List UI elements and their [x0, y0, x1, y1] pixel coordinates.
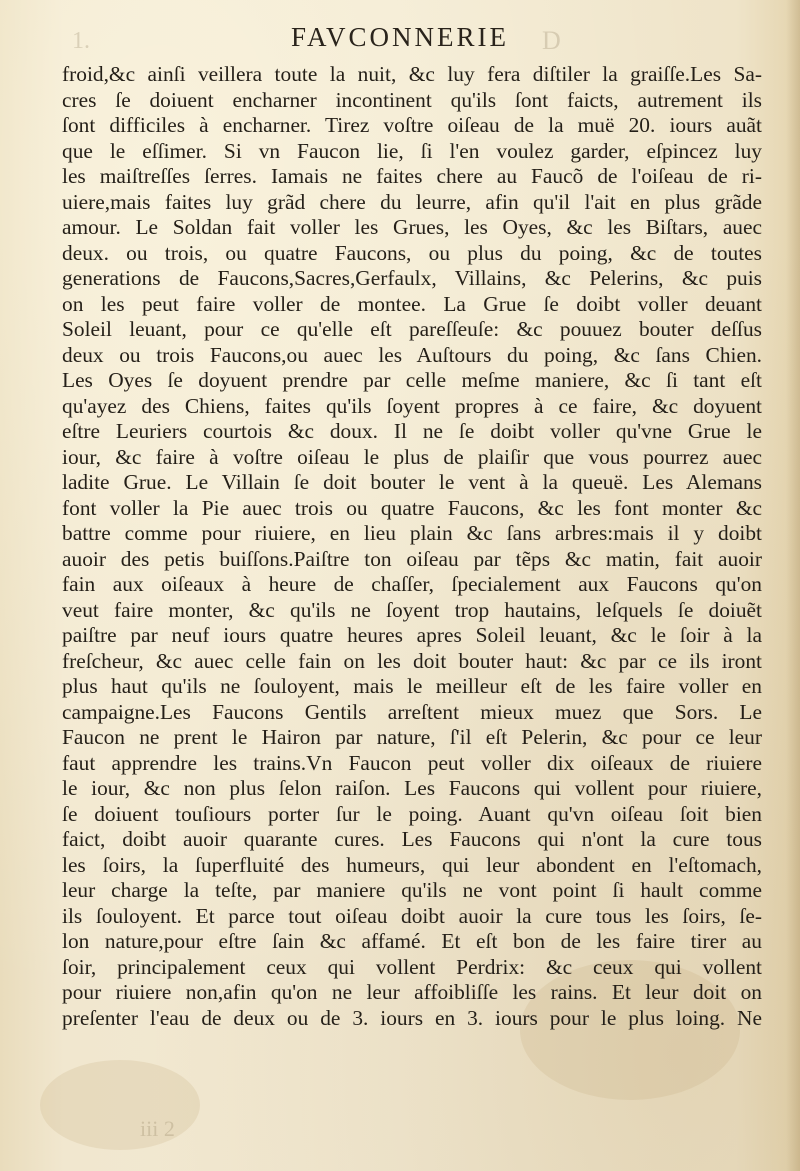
text-line: faut apprendre les trains.Vn Faucon peut voller dix oiſeaux de riuiere: [62, 750, 762, 775]
text-line: cres ſe doiuent encharner incontinent qu'ils ſont faicts, autrement ils: [62, 87, 762, 112]
text-line: iour, &c faire à voſtre oiſeau le plus de plaiſir que vous pourrez auec: [62, 444, 762, 469]
text-line: lon nature,pour eſtre ſain &c affamé. Et eſt bon de les faire tirer au: [62, 929, 762, 953]
text-line: ſont difficiles à encharner. Tirez voſtre oiſeau de la muë 20. iours auãt: [62, 113, 762, 137]
text-line: battre comme pour riuiere, en lieu plain &c ſans arbres:mais il y doibt: [62, 521, 762, 545]
body-text: [62, 62, 762, 1031]
text-line: que le eſſimer. Si vn Faucon lie, ſi l'en voulez garder, eſpincez luy: [62, 138, 762, 163]
text-line: leur charge la teſte, par maniere qu'ils ne vont point ſi hault comme: [62, 878, 762, 902]
text-line: les ſoirs, la ſuperfluité des humeurs, qui leur abondent en l'eſtomach,: [62, 852, 762, 877]
running-header: FAVCONNERIE: [290, 22, 510, 52]
text-line: ſoir, principalement ceux qui vollent Perdrix: &c ceux qui vollent: [62, 954, 762, 979]
page-edge-shadow: [786, 0, 800, 1171]
text-line: froid,&c ainſi veillera toute la nuit, &c luy fera diſtiler la graiſſe.Les Sa-: [62, 62, 762, 86]
text-line: le iour, &c non plus ſelon raiſon. Les Faucons qui vollent pour riuiere,: [62, 776, 762, 800]
text-line: pour riuiere non,afin qu'on ne leur affoibliſſe les rains. Et leur doit on: [62, 980, 762, 1004]
text-line: Faucon ne prent le Hairon par nature, ſ'il eſt Pelerin, &c pour ce leur: [62, 725, 762, 749]
text-line: faict, doibt auoir quarante cures. Les Faucons qui n'ont la cure tous: [62, 827, 762, 851]
text-line: veut faire monter, &c qu'ils ne ſoyent trop hautains, leſquels ſe doiuẽt: [62, 597, 762, 622]
text-line: Les Oyes ſe doyuent prendre par celle meſme maniere, &c ſi tant eſt: [62, 368, 762, 392]
text-line: deux ou trois Faucons,ou auec les Auſtours du poing, &c ſans Chien.: [62, 342, 762, 367]
text-line: plus haut qu'ils ne ſouloyent, mais le meilleur eſt de les faire voller en: [62, 674, 762, 698]
text-line: deux. ou trois, ou quatre Faucons, ou plus du poing, &c de toutes: [62, 240, 762, 265]
text-line: les maiſtreſſes ſerres. Iamais ne faites chere au Faucõ de l'oiſeau de ri-: [62, 164, 762, 188]
bleed-through-bottom: iii 2: [140, 1116, 175, 1141]
bleed-through-top-left: 1.: [72, 28, 90, 54]
text-line: paiſtre par neuf iours quatre heures apres Soleil leuant, &c le ſoir à la: [62, 623, 762, 647]
text-line: preſenter l'eau de deux ou de 3. iours en 3. iours pour le plus loing. Ne: [62, 1005, 762, 1030]
text-line: Soleil leuant, pour ce qu'elle eſt pareſſeuſe: &c pouuez bouter deſſus: [62, 317, 762, 341]
text-line: font voller la Pie auec trois ou quatre Faucons, &c les font monter &c: [62, 495, 762, 520]
text-line: campaigne.Les Faucons Gentils arreſtent mieux muez que Sors. Le: [62, 699, 762, 724]
bleed-through-top-right: D: [542, 26, 561, 55]
text-line: eſtre Leuriers courtois &c doux. Il ne ſe doibt voller qu'vne Grue le: [62, 419, 762, 443]
text-line: ſe doiuent touſiours porter ſur le poing. Auant qu'vn oiſeau ſoit bien: [62, 801, 762, 826]
paper-stain: [40, 1060, 200, 1150]
text-line: ladite Grue. Le Villain ſe doit bouter le vent à la queuë. Les Alemans: [62, 470, 762, 494]
text-line: auoir des petis buiſſons.Paiſtre ton oiſeau par tẽps &c matin, fait auoir: [62, 546, 762, 571]
text-line: on les peut faire voller de montee. La Grue ſe doibt voller deuant: [62, 291, 762, 316]
text-line: amour. Le Soldan fait voller les Grues, les Oyes, &c les Biſtars, auec: [62, 215, 762, 239]
text-line: generations de Faucons,Sacres,Gerfaulx, Villains, &c Pelerins, &c puis: [62, 266, 762, 290]
text-line: fain aux oiſeaux à heure de chaſſer, ſpecialement aux Faucons qu'on: [62, 572, 762, 596]
text-line: uiere,mais faites luy grãd chere du leurre, afin qu'il l'ait en plus grãde: [62, 189, 762, 214]
text-line: qu'ayez des Chiens, faites qu'ils ſoyent propres à ce faire, &c doyuent: [62, 393, 762, 418]
text-line: freſcheur, &c auec celle fain on les doit bouter haut: &c par ce ils iront: [62, 648, 762, 673]
text-line: ils ſouloyent. Et parce tout oiſeau doibt auoir la cure tous les ſoirs, ſe-: [62, 903, 762, 928]
